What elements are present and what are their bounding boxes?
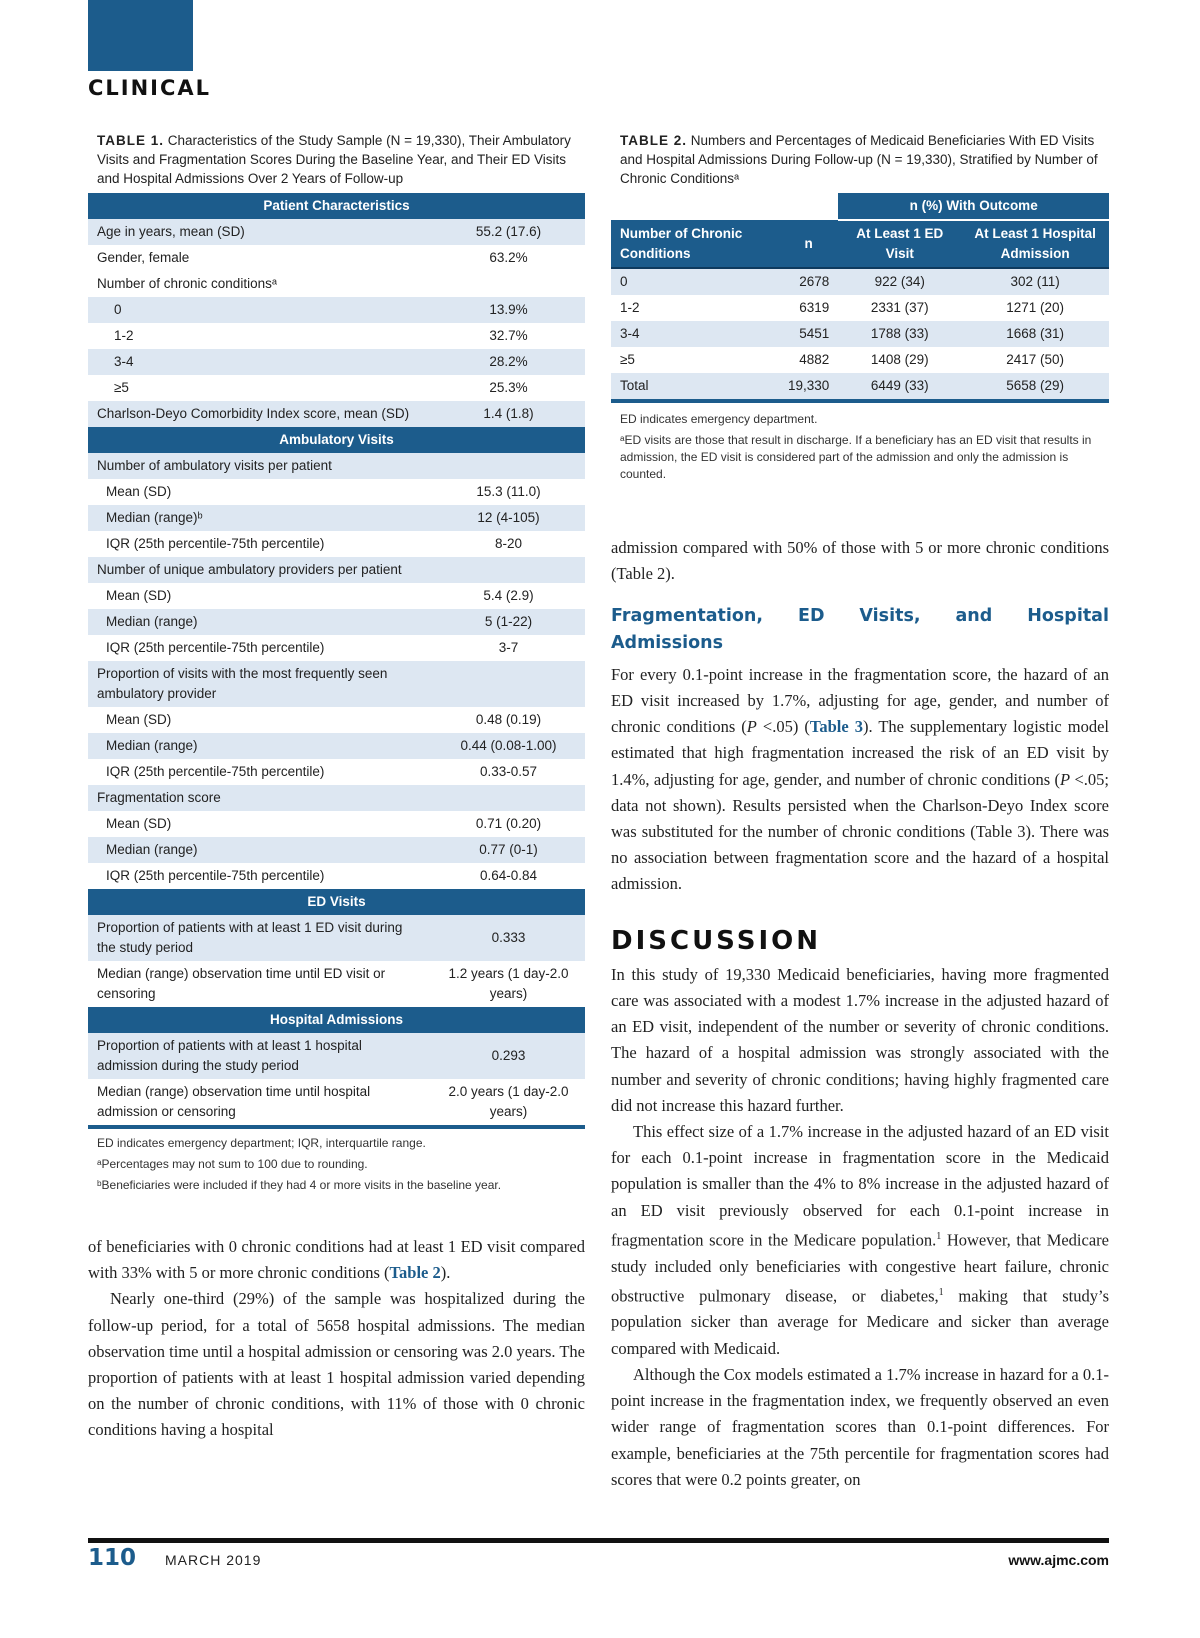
table3-link[interactable]: Table 3 [809,717,863,737]
table2-col-conditions: Number of Chronic Conditions [611,220,779,268]
right-column [611,131,1109,1493]
table2-link[interactable]: Table 2 [389,1263,441,1283]
table-row: Median (range) observation time until ED visit or censoring 1.2 years (1 day-2.0 years) [97,966,569,1001]
table-row: Median (range) observation time until hospital admission or censoring 2.0 years (1 day-2.0 years) [88,1079,585,1127]
table-row: Median (range) 0.77 (0-1) [88,837,585,863]
table1 [88,193,585,1129]
paragraph: of beneficiaries with 0 chronic conditions had at least 1 ED visit compared with 33% with 5 or more chronic conditions (Table 2). [88,1237,585,1283]
left-column [88,131,585,1444]
left-body-text [88,1234,585,1444]
table1-caption: TABLE 1. Characteristics of the Study Sample (N = 19,330), Their Ambulatory Visits and Fragmentation Scores During the Baseline Year, and Their ED Visits and Hospital Admissions Over 2 Years of Follow-up [97,133,571,186]
paragraph: In this study of 19,330 Medicaid beneficiaries, having more fragmented care was associated with a modest 1.7% increase in the adjusted hazard of an ED visit, independent of the number or severity of chronic conditions. The hazard of a hospital admission was strongly associated with the number and severity of chronic conditions; having highly fragmented care did not increase this hazard further. [611,964,1109,1115]
table-row: Fragmentation score [88,785,585,811]
table1-section-patient: Patient Characteristics [88,193,585,219]
table-row: Proportion of patients with at least 1 ED visit during the study period 0.333 [88,915,585,961]
table-row: Proportion of visits with the most frequently seen ambulatory provider [88,661,585,707]
paragraph: Although the Cox models estimated a 1.7% increase in hazard for a 0.1-point increase in the fragmentation index, we frequently observed an even wider range of fragmentation scores than 0.1-point differences. For example, beneficiaries at the 75th percentile for fragmentation scores had scores that were 0.2 points greater, on [611,1364,1109,1489]
footer-rule [88,1538,1109,1543]
table-row: 1-2 32.7% [114,328,528,343]
table1-section-ambulatory: Ambulatory Visits [88,427,585,453]
table2-col-ed: At Least 1 ED Visit [838,220,961,268]
table-row: ≥5 4882 1408 (29) 2417 (50) [620,352,1065,367]
paragraph: Nearly one-third (29%) of the sample was hospitalized during the follow-up period, for a total of 5658 hospital admissions. The median observation time until a hospital admission or censoring was 2.0 years. The proportion of patients with at least 1 hospital admission varied depending on the number of chronic conditions, with 11% of those with 0 chronic conditions having a hospital [88,1289,585,1440]
table-row: Mean (SD) 5.4 (2.9) [106,588,534,603]
table1-section-hospital: Hospital Admissions [88,1007,585,1033]
table-row: 0 2678 922 (34) 302 (11) [611,268,1109,295]
website-link[interactable]: www.ajmc.com [1008,1552,1109,1568]
table-row: IQR (25th percentile-75th percentile) 0.64-0.84 [106,868,538,883]
table-row: Proportion of patients with at least 1 hospital admission during the study period 0.293 [88,1033,585,1079]
heading-fragmentation: Fragmentation, ED Visits, and Hospital Admissions [611,606,1109,653]
table2-col-n: n [779,220,838,268]
table-row: Median (range) 5 (1-22) [88,609,585,635]
table-row: 3-4 5451 1788 (33) 1668 (31) [611,321,1109,347]
table-row: Number of unique ambulatory providers per patient [88,557,585,583]
section-label: CLINICAL [88,76,212,100]
table-row: Median (range)ᵇ 12 (4-105) [88,505,585,531]
table-row: Median (range) 0.44 (0.08-1.00) [88,733,585,759]
table-row: Number of chronic conditionsᵃ [97,276,277,291]
paragraph: admission compared with 50% of those with 5 or more chronic conditions (Table 2). [611,538,1109,584]
header-color-block [88,0,193,71]
table-row: Age in years, mean (SD) 55.2 (17.6) [88,219,585,245]
heading-discussion: DISCUSSION [611,925,821,956]
table1-footnote: ᵇBeneficiaries were included if they had 4 or more visits in the baseline year. [97,1178,502,1192]
page-number: 110 [88,1545,137,1571]
right-body-text [611,535,1109,1493]
table1-footnote: ED indicates emergency department; IQR, interquartile range. [97,1136,426,1150]
table-row: ≥5 25.3% [114,380,528,395]
table-row: 0 13.9% [88,297,585,323]
table-row: IQR (25th percentile-75th percentile) 3-7 [106,640,519,655]
table-row: Mean (SD) 0.48 (0.19) [106,712,542,727]
table-row: IQR (25th percentile-75th percentile) 0.33-0.57 [106,764,538,779]
paragraph: This effect size of a 1.7% increase in the adjusted hazard of an ED visit for each 0.1-point increase in fragmentation score in the Medicaid population is smaller than the 4% to 8% increase in the adjusted hazard of an ED visit previously observed for each 0.1-point increase in fragmentation score in the Medicare population.$^1$ However, that Medicare study included only beneficiaries with congestive heart failure, chronic obstructive pulmonary disease, or diabetes,$^1$ making that study’s population sicker than average for Medicare and sicker than average compared with Medicaid. [611,1122,1109,1358]
table1-footnote: ᵃPercentages may not sum to 100 due to rounding. [97,1157,368,1171]
table2-footnote: ᵃED visits are those that result in discharge. If a beneficiary has an ED visit that results in admission, the ED visit is considered part of the admission and only the admission is counted. [620,433,1092,481]
table2 [611,193,1109,403]
table2-caption: TABLE 2. Numbers and Percentages of Medicaid Beneficiaries With ED Visits and Hospital Admissions During Follow-up (N = 19,330), Stratified by Number of Chronic Conditionsᵃ [620,133,1098,186]
table-row: Charlson-Deyo Comorbidity Index score, mean (SD) 1.4 (1.8) [88,401,585,427]
table2-col-hosp: At Least 1 Hospital Admission [961,220,1109,268]
table1-section-ed: ED Visits [88,889,585,915]
table-row: Gender, female 63.2% [97,250,528,265]
table-row: Mean (SD) 0.71 (0.20) [106,816,542,831]
table-row: Mean (SD) 15.3 (11.0) [106,484,541,499]
table2-footnote: ED indicates emergency department. [620,412,818,426]
issue-date: MARCH 2019 [165,1552,262,1568]
table-row: IQR (25th percentile-75th percentile) 8-20 [106,536,523,551]
table-row: 3-4 28.2% [88,349,585,375]
table-row: 1-2 6319 2331 (37) 1271 (20) [620,300,1065,315]
table-row: Total 19,330 6449 (33) 5658 (29) [611,373,1109,401]
paragraph: For every 0.1-point increase in the fragmentation score, the hazard of an ED visit increased by 1.7%, adjusting for age, gender, and number of chronic conditions (P <.05) (Table 3). The supplementary logistic model estimated that high fragmentation increased the risk of an ED visit by 1.4%, adjusting for age, gender, and number of chronic conditions (P <.05; data not shown). Results persisted when the Charlson-Deyo Index score was substituted for the number of chronic conditions (Table 3). There was no association between fragmentation score and the hazard of a hospital admission. [611,664,1110,894]
table-row: Number of ambulatory visits per patient [88,453,585,479]
table2-group-header: n (%) With Outcome [838,193,1109,220]
